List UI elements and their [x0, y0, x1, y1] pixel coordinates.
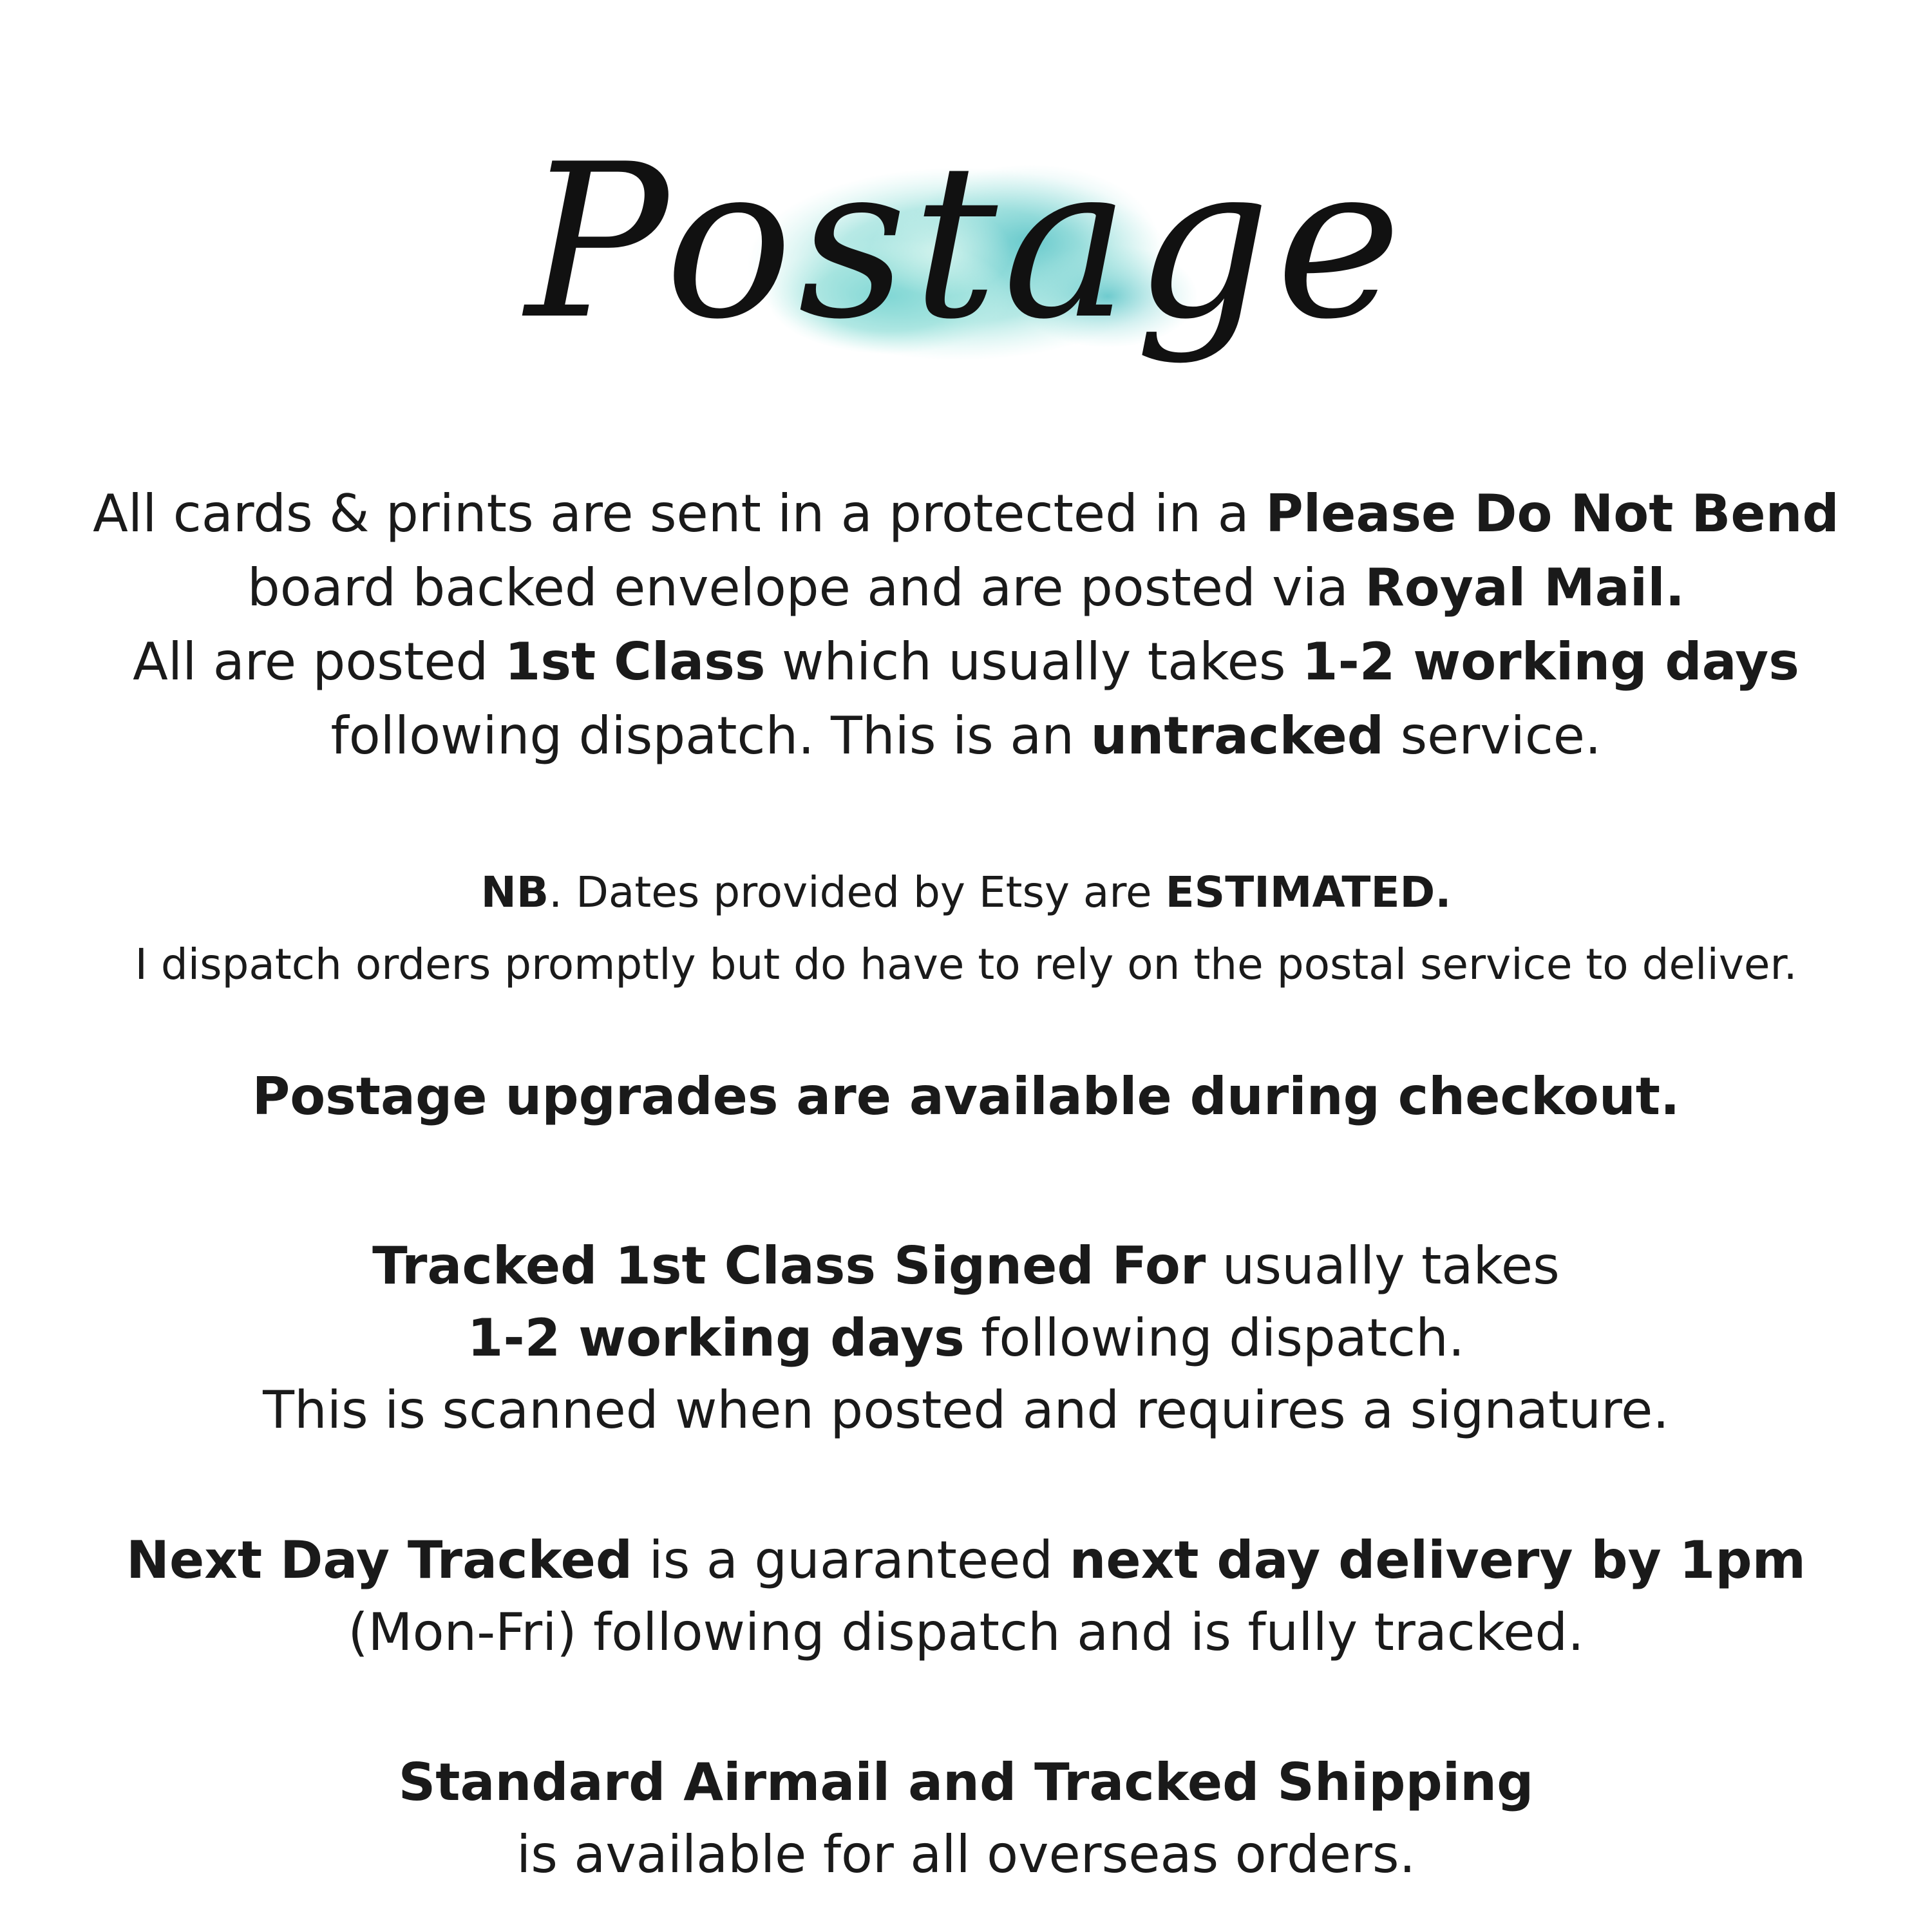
nb-line-1: [0, 857, 1932, 929]
tracked-line-3: This is scanned when posted and requires a signature.: [263, 1380, 1669, 1440]
nb-label: NB: [480, 867, 549, 917]
title-area: [525, 103, 1407, 438]
intro-text: All are posted: [133, 632, 505, 692]
airmail-line-1: Standard Airmail and Tracked Shipping: [398, 1752, 1534, 1812]
tracked-text: usually takes: [1206, 1236, 1560, 1296]
intro-text: board backed envelope and are posted via: [247, 558, 1365, 618]
airmail-line-2: is available for all overseas orders.: [516, 1824, 1416, 1884]
intro-line-3: [0, 625, 1932, 699]
intro-text: following dispatch. This is an: [330, 706, 1091, 766]
intro-bold: 1-2 working days: [1302, 632, 1799, 692]
nb-paragraph: [0, 857, 1932, 1001]
intro-line-2: [0, 551, 1932, 625]
intro-text: All cards & prints are sent in a protected in a: [93, 484, 1266, 544]
nb-line-2: I dispatch orders promptly but do have to rely on the postal service to deliver.: [135, 940, 1797, 989]
nb-bold: ESTIMATED.: [1165, 867, 1452, 917]
nextday-text: is a guaranteed: [632, 1530, 1070, 1590]
tracked-text: following dispatch.: [964, 1308, 1465, 1368]
tracked-line-2: [0, 1302, 1932, 1374]
nb-text: . Dates provided by Etsy are: [549, 867, 1166, 917]
intro-bold: 1st Class: [504, 632, 766, 692]
nextday-bold: next day delivery by 1pm: [1069, 1530, 1806, 1590]
airmail-paragraph: [0, 1747, 1932, 1891]
title-graphic: [525, 103, 1407, 438]
intro-bold: Royal Mail.: [1365, 558, 1685, 618]
intro-paragraph: [0, 477, 1932, 773]
intro-line-4: [0, 699, 1932, 773]
upgrades-line: Postage upgrades are available during checkout.: [252, 1066, 1680, 1126]
intro-bold: untracked: [1090, 706, 1385, 766]
tracked-line-1: [0, 1230, 1932, 1302]
intro-text: which usually takes: [765, 632, 1302, 692]
upgrades-paragraph: [0, 1059, 1932, 1133]
nextday-line-1: [0, 1524, 1932, 1596]
intro-line-1: [0, 477, 1932, 551]
tracked-bold: Tracked 1st Class Signed For: [372, 1236, 1206, 1296]
nextday-paragraph: [0, 1524, 1932, 1669]
nextday-line-2: (Mon-Fri) following dispatch and is fully tracked.: [348, 1602, 1584, 1662]
intro-text: service.: [1384, 706, 1602, 766]
tracked-paragraph: [0, 1230, 1932, 1446]
nextday-bold: Next Day Tracked: [126, 1530, 633, 1590]
page-title: Postage: [525, 118, 1407, 366]
tracked-bold: 1-2 working days: [467, 1308, 965, 1368]
intro-bold: Please Do Not Bend: [1265, 484, 1839, 544]
